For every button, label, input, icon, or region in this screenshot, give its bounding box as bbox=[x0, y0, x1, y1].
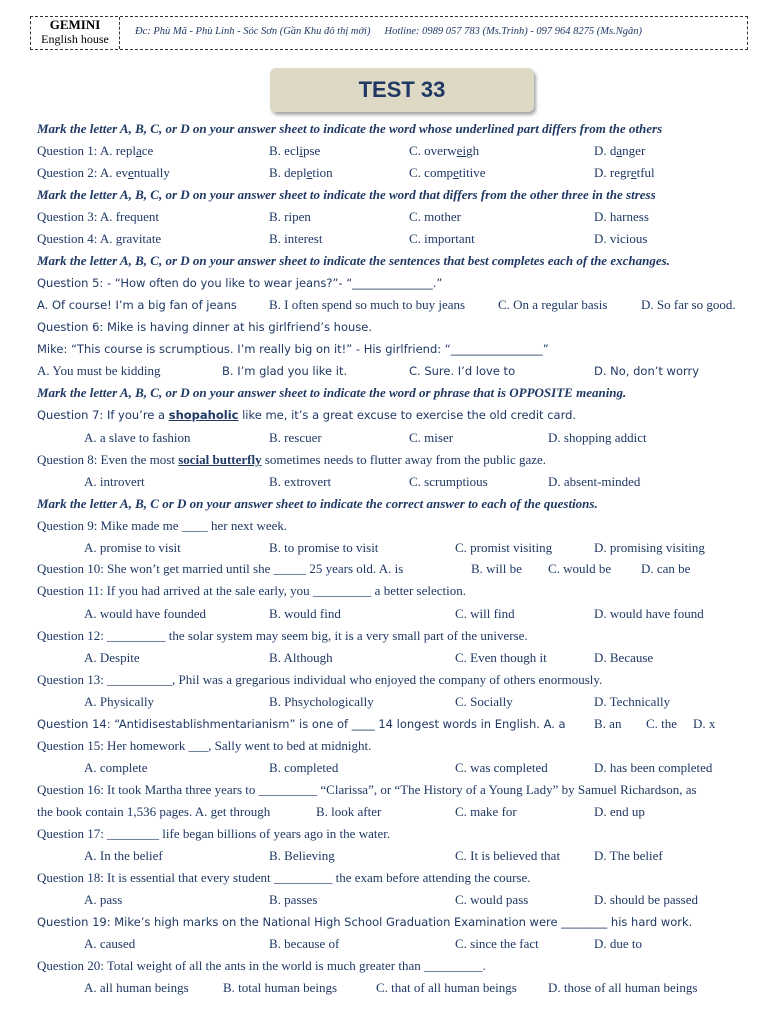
q7-stem: Question 7: If you’re a shopaholic like me, it’s a great excuse to exercise the old credit card. bbox=[37, 408, 577, 422]
q6-option-a: A. You must be kidding bbox=[37, 363, 161, 378]
q19-option-a: A. caused bbox=[84, 936, 136, 951]
brand-box bbox=[31, 17, 120, 49]
q6-stem: Question 6: Mike is having dinner at his girlfriend’s house. bbox=[37, 320, 373, 334]
q9-option-c: C. promist visiting bbox=[455, 540, 553, 555]
q16-option-b: B. look after bbox=[316, 804, 382, 819]
q14-option-c: C. the bbox=[646, 716, 678, 731]
q7-option-d: D. shopping addict bbox=[548, 430, 647, 445]
q3-option-c: C. mother bbox=[409, 209, 461, 224]
q20-option-c: C. that of all human beings bbox=[376, 980, 517, 995]
q20-option-d: D. those of all human beings bbox=[548, 980, 698, 995]
q7-keyword: shopaholic bbox=[168, 408, 239, 422]
q8-option-b: B. extrovert bbox=[269, 474, 332, 489]
q9-option-b: B. to promise to visit bbox=[269, 540, 379, 555]
q17-option-a: A. In the belief bbox=[84, 848, 163, 863]
q7-option-b: B. rescuer bbox=[269, 430, 322, 445]
q20-option-b: B. total human beings bbox=[223, 980, 338, 995]
q8-stem: Question 8: Even the most social butterfly sometimes needs to flutter away from the public gaze. bbox=[37, 452, 547, 467]
q1-option-c: C. overweigh bbox=[409, 143, 480, 158]
q15-option-c: C. was completed bbox=[455, 760, 548, 775]
q6-dialogue: Mike: “This course is scrumptious. I’m really big on it!” - His girlfriend: “________________” bbox=[37, 342, 549, 356]
q18-option-c: C. would pass bbox=[455, 892, 529, 907]
q18-option-a: A. pass bbox=[84, 892, 123, 907]
q6-option-c: C. Sure. I’d love to bbox=[409, 364, 516, 378]
q5-option-a: A. Of course! I’m a big fan of jeans bbox=[37, 298, 237, 312]
q2-option-b: B. depletion bbox=[269, 165, 333, 180]
q2-option-d: D. regretful bbox=[594, 165, 655, 180]
q11-stem: Question 11: If you had arrived at the sale early, you _________ a better selection. bbox=[37, 583, 466, 598]
q15-stem: Question 15: Her homework ___, Sally went to bed at midnight. bbox=[37, 738, 372, 753]
q13-option-b: B. Phsychologically bbox=[269, 694, 374, 709]
q11-option-b: B. would find bbox=[269, 606, 341, 621]
q19-option-c: C. since the fact bbox=[455, 936, 539, 951]
q6-option-b: B. I’m glad you like it. bbox=[222, 364, 348, 378]
q4-option-b: B. interest bbox=[269, 231, 323, 246]
instruction-opposite: Mark the letter A, B, C, or D on your answer sheet to indicate the word or phrase that is OPPOSITE meaning. bbox=[37, 385, 627, 400]
q10-option-d: D. can be bbox=[641, 561, 691, 576]
q11-option-a: A. would have founded bbox=[84, 606, 207, 621]
q19-option-b: B. because of bbox=[269, 936, 340, 951]
q17-stem: Question 17: ________ life began billions of years ago in the water. bbox=[37, 826, 391, 841]
q5-option-d: D. So far so good. bbox=[641, 297, 736, 312]
q13-stem: Question 13: __________, Phil was a gregarious individual who enjoyed the company of others enormously. bbox=[37, 672, 603, 687]
q5-option-b: B. I often spend so much to buy jeans bbox=[269, 297, 466, 312]
q10-option-c: C. would be bbox=[548, 561, 612, 576]
test-title: TEST 33 bbox=[358, 77, 446, 102]
q18-option-d: D. should be passed bbox=[594, 892, 698, 907]
q11-option-d: D. would have found bbox=[594, 606, 704, 621]
q20-stem: Question 20: Total weight of all the ants in the world is much greater than _________. bbox=[37, 958, 486, 973]
q5-stem: Question 5: - “How often do you like to wear jeans?”- “______________.” bbox=[37, 276, 443, 290]
q8-option-a: A. introvert bbox=[84, 474, 145, 489]
q11-option-c: C. will find bbox=[455, 606, 515, 621]
q17-option-b: B. Believing bbox=[269, 848, 335, 863]
q10-stem: Question 10: She won’t get married until she _____ 25 years old. A. is bbox=[37, 561, 404, 576]
q13-option-c: C. Socially bbox=[455, 694, 513, 709]
q4-option-d: D. vicious bbox=[594, 231, 648, 246]
brand-subtitle: English house bbox=[41, 32, 109, 46]
q15-option-d: D. has been completed bbox=[594, 760, 713, 775]
q18-option-b: B. passes bbox=[269, 892, 318, 907]
q2-stem: Question 2: A. eventually bbox=[37, 165, 170, 180]
q1-option-b: B. eclipse bbox=[269, 143, 321, 158]
q7-option-c: C. miser bbox=[409, 430, 454, 445]
instruction-correct-answer: Mark the letter A, B, C or D on your answer sheet to indicate the correct answer to each of the questions. bbox=[37, 496, 598, 511]
q1-stem: Question 1: A. replace bbox=[37, 143, 154, 158]
document-header bbox=[30, 16, 748, 50]
q12-option-b: B. Although bbox=[269, 650, 333, 665]
q9-option-d: D. promising visiting bbox=[594, 540, 705, 555]
q12-stem: Question 12: _________ the solar system may seem big, it is a very small part of the universe. bbox=[37, 628, 528, 643]
q14-stem: Question 14: “Antidisestablishmentarianism” is one of ____ 14 longest words in English. A. a bbox=[37, 717, 566, 731]
q1-option-d: D. danger bbox=[594, 143, 646, 158]
q3-stem: Question 3: A. frequent bbox=[37, 209, 160, 224]
q9-stem: Question 9: Mike made me ____ her next week. bbox=[37, 518, 288, 533]
hotline: Hotline: 0989 057 783 (Ms.Trinh) - 097 964 8275 (Ms.Ngân) bbox=[384, 26, 643, 37]
q17-option-d: D. The belief bbox=[594, 848, 663, 863]
q15-option-a: A. complete bbox=[84, 760, 148, 775]
contact-info bbox=[135, 26, 642, 37]
q8-option-c: C. scrumptious bbox=[409, 474, 488, 489]
q14-option-d: D. x bbox=[693, 716, 716, 731]
q13-option-d: D. Technically bbox=[594, 694, 671, 709]
q9-option-a: A. promise to visit bbox=[84, 540, 181, 555]
q8-option-d: D. absent-minded bbox=[548, 474, 641, 489]
q12-option-d: D. Because bbox=[594, 650, 654, 665]
q3-option-d: D. harness bbox=[594, 209, 649, 224]
q5-option-c: C. On a regular basis bbox=[498, 297, 608, 312]
q6-option-d: D. No, don’t worry bbox=[594, 364, 700, 378]
q16-line2: the book contain 1,536 pages. A. get through bbox=[37, 804, 271, 819]
q12-option-a: A. Despite bbox=[84, 650, 140, 665]
q4-stem: Question 4: A. gravitate bbox=[37, 231, 162, 246]
q8-keyword: social butterfly bbox=[178, 452, 262, 467]
q14-option-b: B. an bbox=[594, 716, 622, 731]
q16-stem: Question 16: It took Martha three years to _________ “Clarissa”, or “The History of a Young Lady” by Samuel Richardson, as bbox=[37, 782, 697, 797]
q4-option-c: C. important bbox=[409, 231, 475, 246]
q3-option-b: B. ripen bbox=[269, 209, 311, 224]
q19-stem: Question 19: Mike’s high marks on the National High School Graduation Examination were ________ his hard work. bbox=[37, 915, 693, 929]
test-title-box bbox=[270, 68, 534, 112]
instruction-exchanges: Mark the letter A, B, C, or D on your answer sheet to indicate the sentences that best completes each of the exchanges. bbox=[37, 253, 670, 268]
q2-option-c: C. competitive bbox=[409, 165, 486, 180]
q17-option-c: C. It is believed that bbox=[455, 848, 561, 863]
q7-option-a: A. a slave to fashion bbox=[84, 430, 191, 445]
q18-stem: Question 18: It is essential that every student _________ the exam before attending the course. bbox=[37, 870, 531, 885]
q20-option-a: A. all human beings bbox=[84, 980, 189, 995]
q19-option-d: D. due to bbox=[594, 936, 643, 951]
instruction-pronunciation: Mark the letter A, B, C, or D on your answer sheet to indicate the word whose underlined part differs from the others bbox=[37, 121, 663, 136]
q13-option-a: A. Physically bbox=[84, 694, 155, 709]
q10-option-b: B. will be bbox=[471, 561, 522, 576]
q12-option-c: C. Even though it bbox=[455, 650, 547, 665]
instruction-stress: Mark the letter A, B, C, or D on your answer sheet to indicate the word that differs from the other three in the stress bbox=[37, 187, 656, 202]
q15-option-b: B. completed bbox=[269, 760, 339, 775]
q16-option-c: C. make for bbox=[455, 804, 517, 819]
q16-option-d: D. end up bbox=[594, 804, 645, 819]
brand-name: GEMINI bbox=[49, 17, 101, 32]
address: Đc: Phù Mã - Phù Linh - Sóc Sơn (Gần Khu đô thị mới) bbox=[135, 26, 371, 37]
